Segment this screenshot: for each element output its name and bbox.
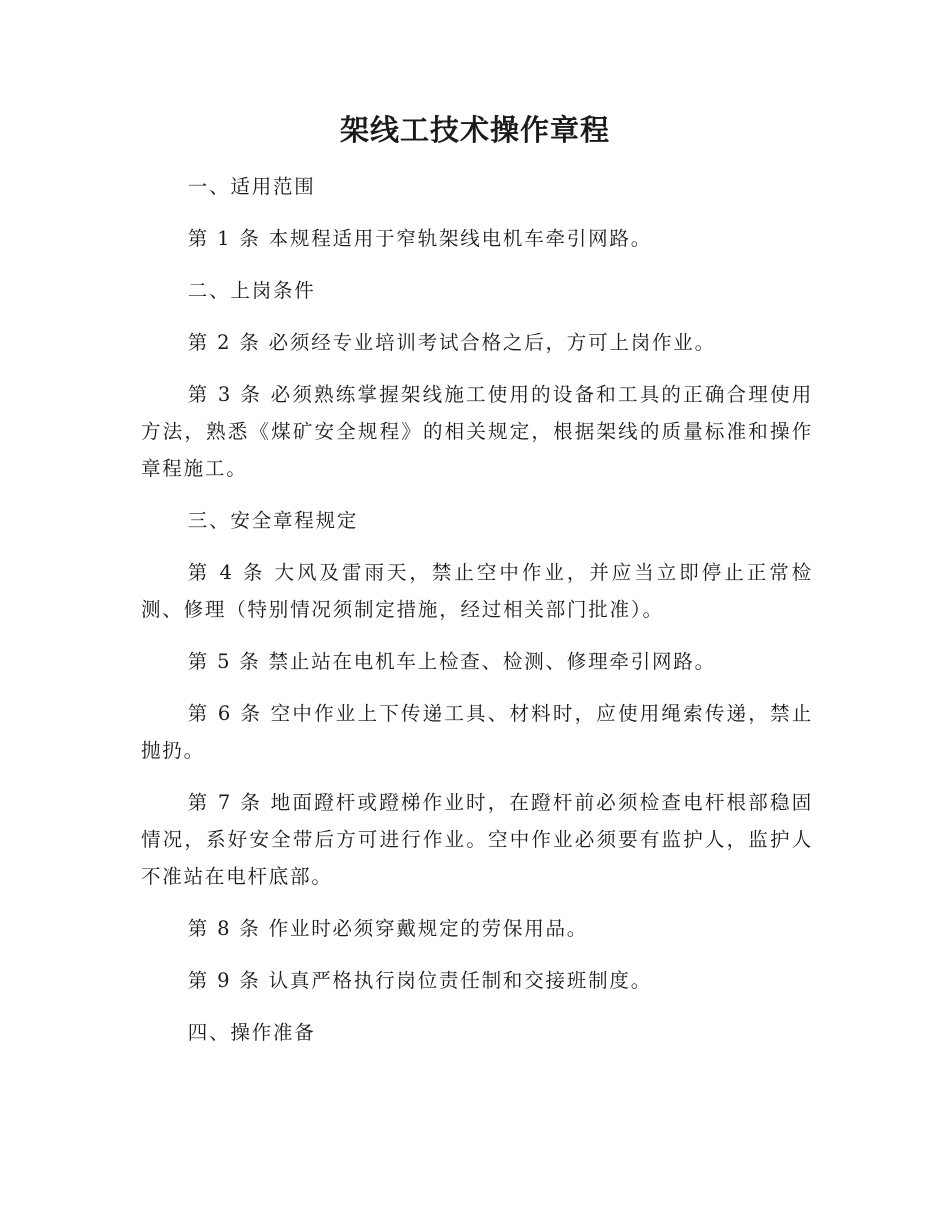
article-8: 第 8 条 作业时必须穿戴规定的劳保用品。: [187, 917, 589, 940]
article-7: 第 7 条 地面蹬杆或蹬梯作业时，在蹬杆前必须检查电杆根部稳固情况，系好安全带后方可进行作业。空中作业必须要有监护人，监护人不准站在电杆底部。: [141, 791, 813, 888]
article-1: 第 1 条 本规程适用于窄轨架线电机车牵引网路。: [187, 227, 652, 250]
article-4: 第 4 条 大风及雷雨天，禁止空中作业，并应当立即停止正常检测、修理（特别情况须制定措施，经过相关部门批准）。: [141, 561, 813, 621]
article-5: 第 5 条 禁止站在电机车上检查、检测、修理牵引网路。: [187, 650, 716, 673]
section-heading-scope: 一、适用范围: [187, 175, 316, 198]
article-9: 第 9 条 认真严格执行岗位责任制和交接班制度。: [187, 969, 652, 992]
section-heading-qualification: 二、上岗条件: [187, 279, 316, 302]
article-6: 第 6 条 空中作业上下传递工具、材料时，应使用绳索传递，禁止抛扔。: [141, 702, 813, 762]
section-heading-safety: 三、安全章程规定: [187, 509, 359, 532]
section-heading-preparation: 四、操作准备: [187, 1021, 316, 1044]
article-2: 第 2 条 必须经专业培训考试合格之后，方可上岗作业。: [187, 331, 716, 354]
article-3: 第 3 条 必须熟练掌握架线施工使用的设备和工具的正确合理使用方法，熟悉《煤矿安全规程》的相关规定，根据架线的质量标准和操作章程施工。: [141, 383, 813, 480]
document-title: 架线工技术操作章程: [339, 113, 610, 147]
document-body: [141, 168, 813, 1066]
